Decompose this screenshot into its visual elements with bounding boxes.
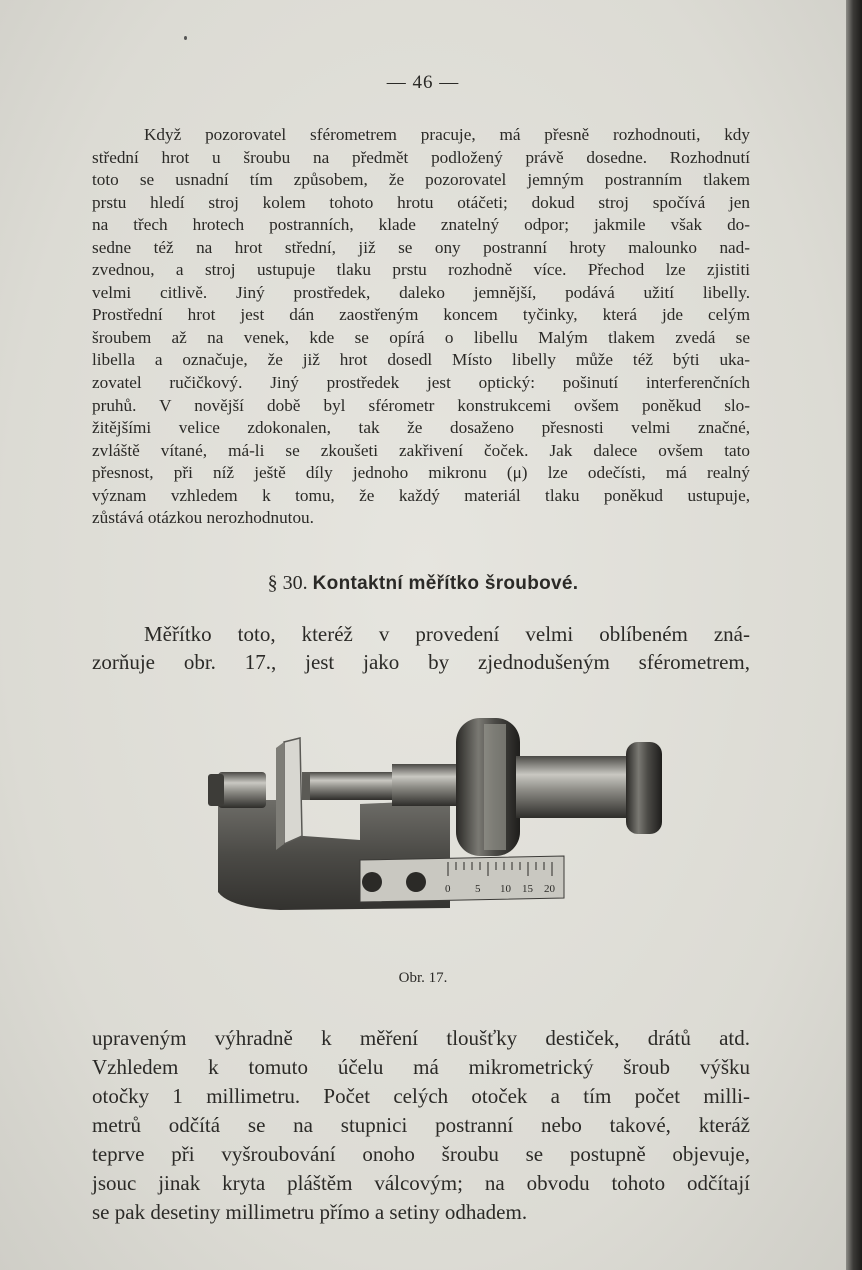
text-line: otočky 1 millimetru. Počet celých otoček a tím počet milli-	[92, 1084, 750, 1108]
text-line: se pak desetiny millimetru přímo a setiny odhadem.	[92, 1200, 528, 1224]
text-line: Když pozorovatel sférometrem pracuje, má přesně rozhodnouti, kdy	[144, 125, 750, 144]
scale-label: 0	[445, 883, 451, 895]
text-line: pruhů. V novější době byl sférometr konstrukcemi ovšem poněkud slo-	[92, 395, 750, 415]
scale-label: 15	[522, 883, 533, 895]
text-line: prstu hledí stroj kolem tohoto hrotu otáčeti; dokud stroj spočívá jen	[92, 192, 750, 212]
text-line: upraveným výhradně k měření tloušťky destiček, drátů atd.	[92, 1026, 750, 1050]
micrometer-figure	[180, 712, 670, 922]
text-line: zorňuje obr. 17., jest jako by zjednodušeným sférometrem,	[92, 650, 750, 674]
scale-label: 10	[500, 883, 511, 895]
book-spine-shadow	[846, 0, 862, 1270]
text-line: význam vzhledem k tomu, že každý materiál tlaku poněkud ustupuje,	[92, 485, 750, 505]
text-line: šroubem až na venek, kde se opírá o libellu Malým tlakem zvedá se	[92, 327, 750, 347]
ratchet-knob	[626, 742, 662, 834]
text-line: zvednou, a stroj ustupuje tlaku prstu rozhodně více. Přechod lze zjistiti	[92, 260, 750, 280]
text-line: žitějšími velice zdokonalen, tak že dosaženo přesnosti velmi značné,	[92, 418, 750, 438]
section-number: § 30.	[267, 572, 308, 594]
section-heading	[0, 572, 846, 595]
text-line: na třech hrotech postranních, klade znatelný odpor; jakmile však do-	[92, 215, 750, 235]
text-line: zůstává otázkou nerozhodnutou.	[92, 508, 314, 528]
page-number: — 46 —	[386, 72, 460, 93]
paper-speck	[184, 36, 187, 40]
text-line: zovatel ručičkový. Jiný prostředek jest optický: pošinutí interferenčních	[92, 373, 750, 393]
thimble-drum	[456, 718, 520, 856]
text-line: teprve při vyšroubování onoho šroubu se postupně objevuje,	[92, 1142, 750, 1166]
figure-caption: Obr. 17.	[398, 970, 448, 986]
text-line: přesnost, při níž ještě díly jednoho mikronu (μ) lze odečísti, má realný	[92, 463, 750, 483]
anvil-plate	[276, 738, 302, 850]
text-line: sedne též na hrot střední, již se ony postranní hroty malounko nad-	[92, 237, 750, 257]
text-line: libella a označuje, že již hrot dosedl Místo libelly může též býti uka-	[92, 350, 750, 370]
text-line: střední hrot u šroubu na předmět podložený právě dosedne. Rozhodnutí	[92, 147, 750, 167]
text-line: toto se usnadní tím způsobem, že pozorovatel jemným postranním tlakem	[92, 170, 750, 190]
scale-label: 5	[475, 883, 481, 895]
micrometer-screw	[302, 772, 402, 800]
spindle-cylinder	[516, 756, 634, 818]
text-line: zvláště vítané, má-li se zkoušeti zakřivení čoček. Jak dalece ovšem tato	[92, 440, 750, 460]
text-line: Měřítko toto, kteréž v provedení velmi oblíbeném zná-	[144, 622, 750, 646]
text-line: velmi citlivě. Jiný prostředek, daleko jemnější, podává užití libelly.	[92, 282, 750, 302]
graduated-scale	[360, 856, 564, 902]
paragraph-intro	[92, 620, 750, 676]
section-title: Kontaktní měřítko šroubové.	[312, 573, 579, 594]
text-line: jsouc jinak kryta pláštěm válcovým; na obvodu tohoto odčítají	[92, 1171, 750, 1195]
text-line: metrů odčítá se na stupnici postranní nebo takové, kteráž	[92, 1113, 750, 1137]
text-line: Vzhledem k tomuto účelu má mikrometrický šroub výšku	[92, 1055, 750, 1079]
paragraph-spherometer	[92, 124, 750, 530]
paragraph-description	[92, 1024, 750, 1227]
text-line: Prostřední hrot jest dán zaostřeným koncem tyčinky, která jde celým	[92, 305, 750, 325]
scale-label: 20	[544, 883, 555, 895]
